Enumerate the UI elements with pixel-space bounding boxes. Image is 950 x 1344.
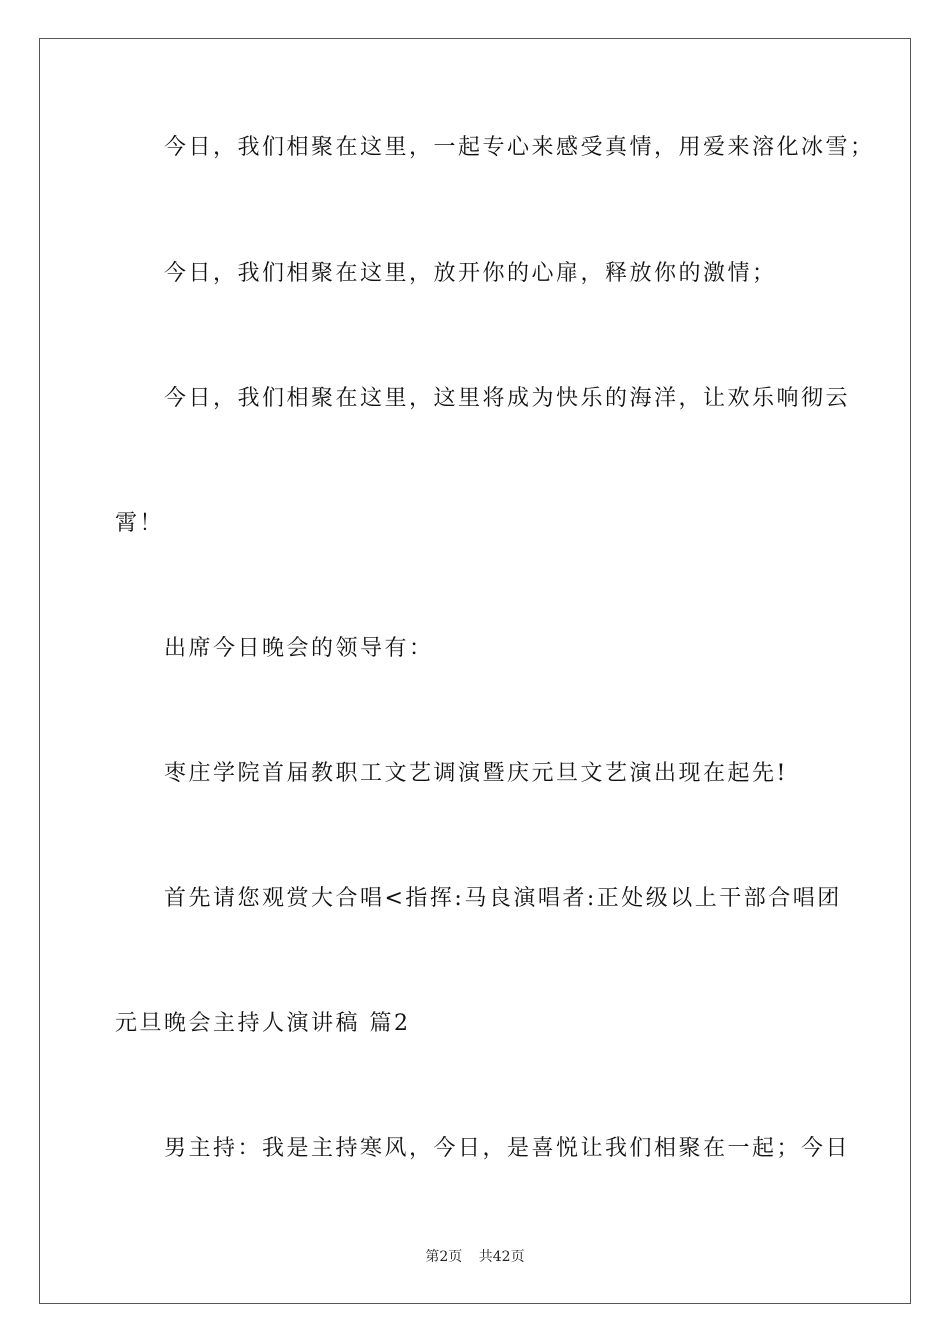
page-total: 共42页 <box>478 1249 525 1265</box>
page-footer <box>0 1246 950 1266</box>
page-frame <box>39 38 911 1304</box>
paragraph-1: 今日，我们相聚在这里，一起专心来感受真情，用爱来溶化冰雪； <box>164 135 875 160</box>
section-heading: 元旦晚会主持人演讲稿 篇2 <box>115 1011 411 1036</box>
paragraph-6: 首先请您观赏大合唱<指挥:马良演唱者:正处级以上干部合唱团 <box>164 886 842 911</box>
paragraph-4: 出席今日晚会的领导有： <box>164 636 434 661</box>
paragraph-3-continuation: 霄！ <box>115 511 165 536</box>
paragraph-3: 今日，我们相聚在这里，这里将成为快乐的海洋，让欢乐响彻云 <box>164 386 851 411</box>
paragraph-5: 枣庄学院首届教职工文艺调演暨庆元旦文艺演出现在起先! <box>164 761 788 786</box>
paragraph-2: 今日，我们相聚在这里，放开你的心扉，释放你的激情； <box>164 261 777 286</box>
page-number: 第2页 <box>425 1249 463 1265</box>
paragraph-7: 男主持：我是主持寒风，今日，是喜悦让我们相聚在一起；今日 <box>164 1136 851 1161</box>
